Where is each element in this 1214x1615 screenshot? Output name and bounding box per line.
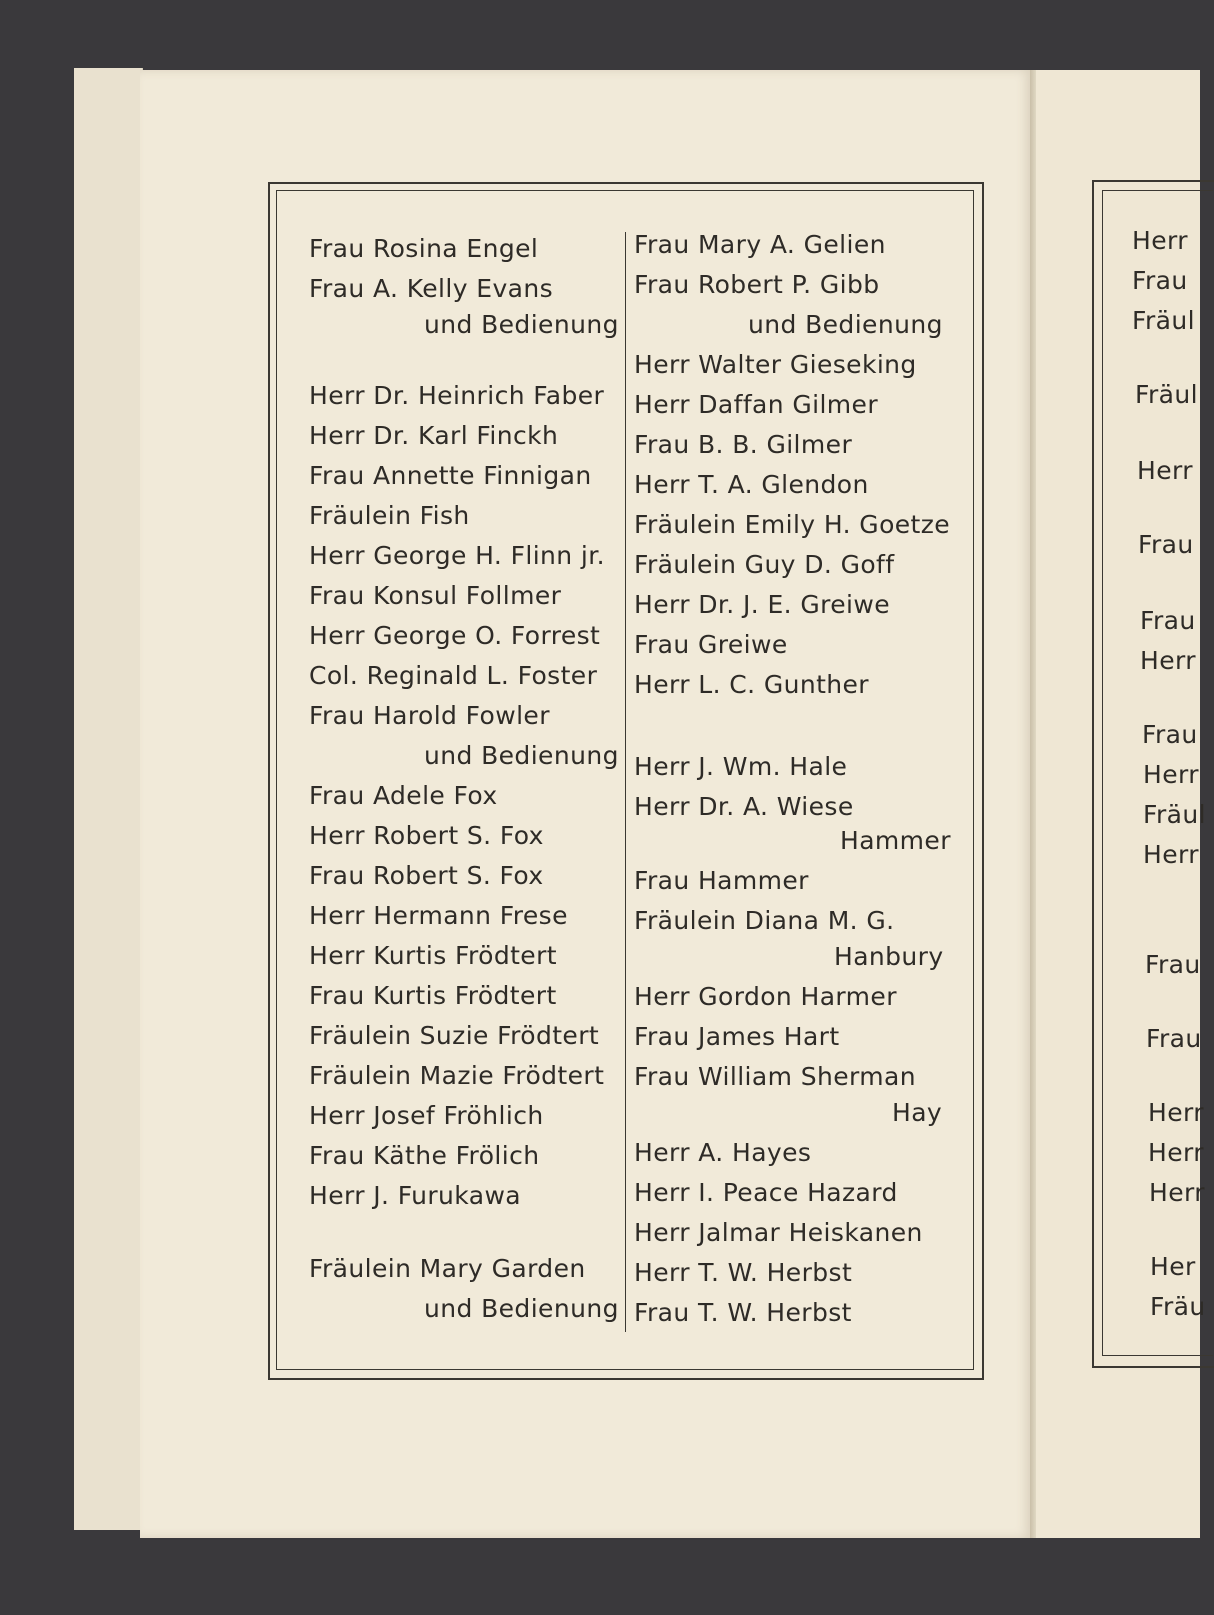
list-item: Herr Dr. A. Wiese (634, 792, 854, 821)
list-item-continuation: Hammer (840, 826, 951, 855)
list-item: Fräulein Guy D. Goff (634, 550, 895, 579)
facing-list-item: Fräul (1135, 380, 1198, 409)
list-item: Fräulein Emily H. Goetze (634, 510, 951, 539)
list-item: Herr Robert S. Fox (309, 821, 544, 850)
list-item: Frau Käthe Frölich (309, 1141, 540, 1170)
facing-list-item: Herr (1143, 760, 1199, 789)
facing-list-item: Frau (1146, 1024, 1202, 1053)
list-item: Fräulein Fish (309, 501, 470, 530)
list-item: Herr L. C. Gunther (634, 670, 869, 699)
list-item: Herr A. Hayes (634, 1138, 812, 1167)
list-item: Frau Kurtis Frödtert (309, 981, 557, 1010)
list-item: Frau William Sherman (634, 1062, 916, 1091)
list-item: Fräulein Diana M. G. (634, 906, 895, 935)
facing-list-item: Fräul (1143, 800, 1206, 829)
list-item-continuation: und Bedienung (424, 1294, 619, 1323)
list-item: Frau Mary A. Gelien (634, 230, 886, 259)
list-item-continuation: Hay (892, 1098, 943, 1127)
list-item: Herr J. Furukawa (309, 1181, 522, 1210)
list-item: Fräulein Mazie Frödtert (309, 1061, 605, 1090)
list-item-continuation: und Bedienung (424, 310, 619, 339)
list-item: Herr T. W. Herbst (634, 1258, 853, 1287)
facing-list-item: Frau (1140, 606, 1196, 635)
list-item-continuation: und Bedienung (424, 741, 619, 770)
facing-list-item: Her (1150, 1252, 1196, 1281)
facing-list-item: Herr (1132, 226, 1188, 255)
list-item: Frau B. B. Gilmer (634, 430, 853, 459)
facing-list-item: Herr (1140, 646, 1196, 675)
list-item: Herr I. Peace Hazard (634, 1178, 898, 1207)
list-item: Frau Harold Fowler (309, 701, 550, 730)
facing-list-item: Fräu (1150, 1292, 1206, 1321)
list-item: Herr Daffan Gilmer (634, 390, 879, 419)
list-item: Frau James Hart (634, 1022, 840, 1051)
list-item: Frau T. W. Herbst (634, 1298, 852, 1327)
list-item: Herr Jalmar Heiskanen (634, 1218, 923, 1247)
list-item: Herr Josef Fröhlich (309, 1101, 544, 1130)
list-item: Herr T. A. Glendon (634, 470, 869, 499)
list-item: Herr Hermann Frese (309, 901, 568, 930)
list-item: Frau Robert P. Gibb (634, 270, 880, 299)
facing-list-item: Herr (1149, 1178, 1205, 1207)
list-item: Frau Konsul Follmer (309, 581, 562, 610)
list-item: Frau Adele Fox (309, 781, 498, 810)
list-item: Frau Greiwe (634, 630, 788, 659)
list-item: Herr Dr. Karl Finckh (309, 421, 559, 450)
list-item: Frau Annette Finnigan (309, 461, 592, 490)
facing-list-item: Frau (1132, 266, 1188, 295)
facing-list-item: Frau (1145, 950, 1201, 979)
list-item: Herr J. Wm. Hale (634, 752, 848, 781)
list-item: Fräulein Mary Garden (309, 1254, 586, 1283)
list-item: Frau A. Kelly Evans (309, 274, 554, 303)
column-divider (625, 232, 626, 1332)
list-item: Frau Robert S. Fox (309, 861, 544, 890)
list-item: Herr Gordon Harmer (634, 982, 897, 1011)
list-item: Herr George O. Forrest (309, 621, 601, 650)
list-item: Herr George H. Flinn jr. (309, 541, 605, 570)
list-item: Herr Dr. Heinrich Faber (309, 381, 605, 410)
list-item: Herr Dr. J. E. Greiwe (634, 590, 890, 619)
list-item-continuation: Hanbury (834, 942, 944, 971)
list-item-continuation: und Bedienung (748, 310, 943, 339)
list-item: Fräulein Suzie Frödtert (309, 1021, 600, 1050)
page-edges (74, 68, 144, 1530)
facing-list-item: Herr (1148, 1098, 1204, 1127)
list-item: Herr Kurtis Frödtert (309, 941, 557, 970)
list-item: Herr Walter Gieseking (634, 350, 917, 379)
facing-list-item: Herr (1143, 840, 1199, 869)
list-item: Frau Rosina Engel (309, 234, 539, 263)
list-item: Col. Reginald L. Foster (309, 661, 598, 690)
facing-list-item: Frau (1142, 720, 1198, 749)
facing-list-item: Frau (1138, 530, 1194, 559)
list-item: Frau Hammer (634, 866, 809, 895)
facing-list-item: Herr (1137, 456, 1193, 485)
facing-list-item: Fräul (1132, 306, 1195, 335)
facing-list-item: Herr (1148, 1138, 1204, 1167)
